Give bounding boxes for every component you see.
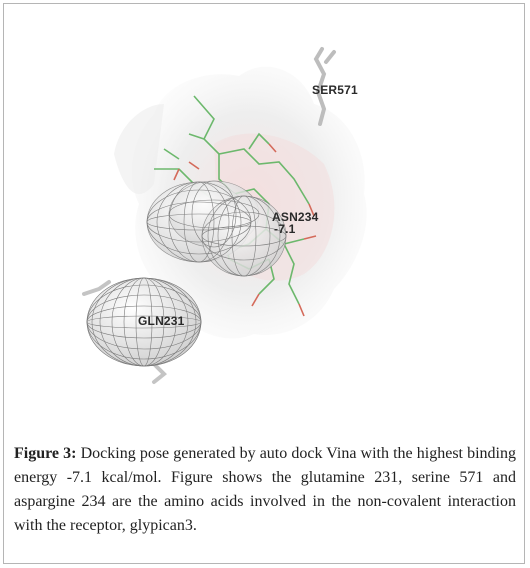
figure-caption-text: Docking pose generated by auto dock Vina with the highest binding energy -7.1 kcal/mol. Figure shows the glutamine 231, serine 571 and aspargine 234 are the amino acids involved in the non-covalent interaction with the receptor, glypican3.: [14, 445, 517, 534]
figure-caption: [14, 442, 516, 538]
asn234-label: ASN234: [272, 210, 319, 224]
figure-frame: [3, 3, 525, 564]
figure-caption-label: Figure 3:: [14, 445, 77, 462]
gln231-label: GLN231: [138, 314, 185, 328]
docking-render: [4, 4, 526, 424]
binding-energy-label: -7.1: [274, 222, 296, 236]
ser571-label: SER571: [312, 83, 358, 97]
docking-figure: [4, 4, 526, 424]
